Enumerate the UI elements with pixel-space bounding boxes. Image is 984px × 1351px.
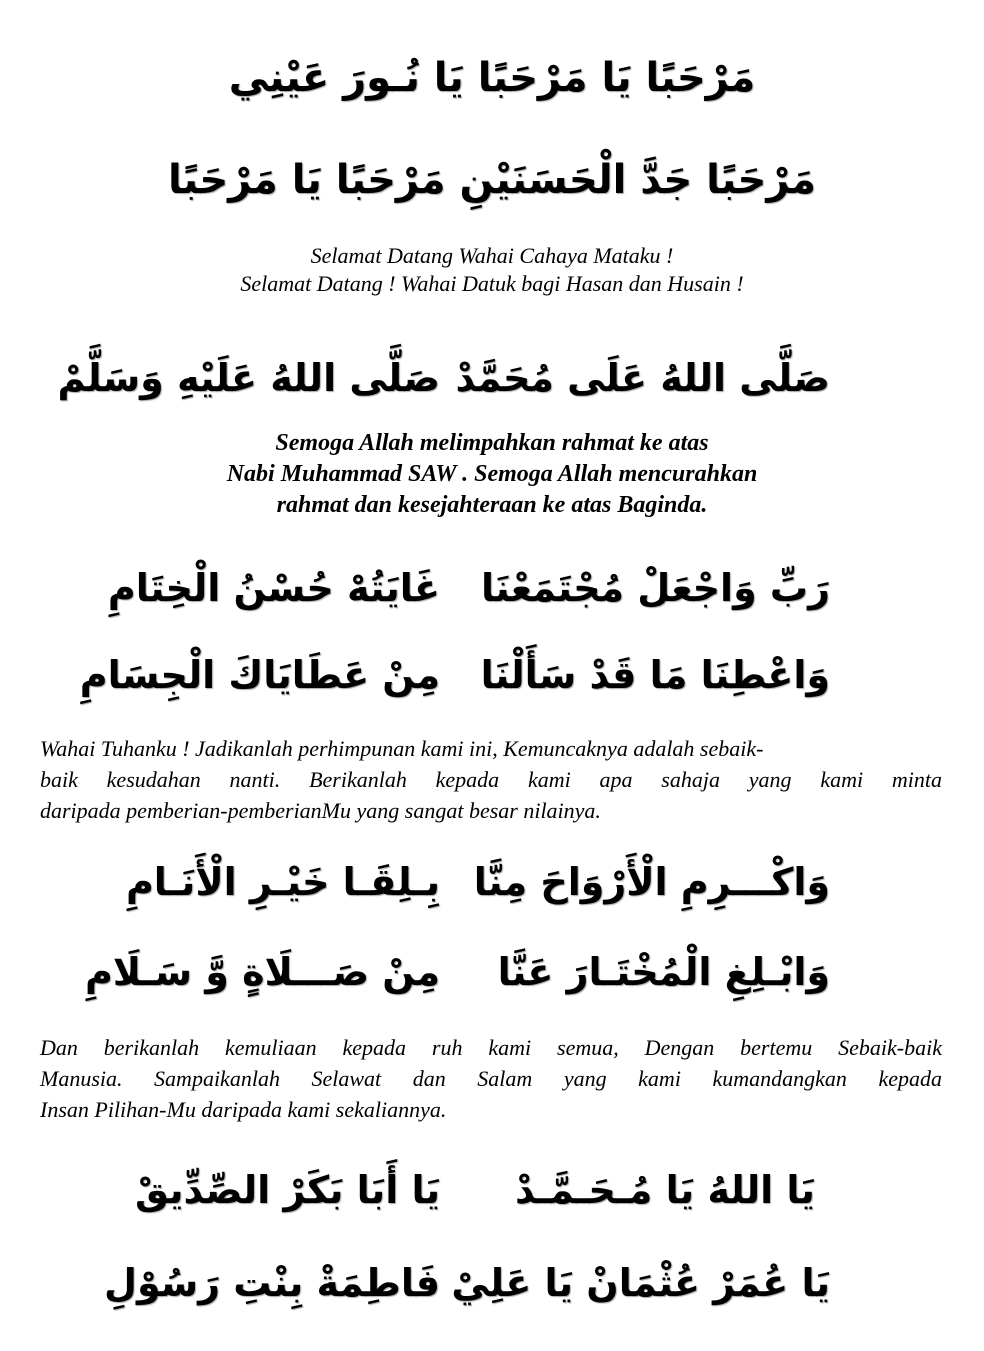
stanza1-translation-line-2: baik kesudahan nanti. Berikanlah kepada kami apa sahaja yang kami minta bbox=[40, 767, 942, 792]
opening-translation-line-1: Selamat Datang Wahai Cahaya Mataku ! bbox=[310, 243, 674, 268]
stanza2-couplet-1 bbox=[0, 847, 984, 917]
salawat-translation bbox=[0, 428, 984, 521]
stanza1-couplet-1-right: رَبِّ وَاجْعَلْ مُجْتَمَعْنَا bbox=[480, 566, 830, 610]
stanza3-couplet-1-left: يَا أَبَا بَكَرْ الصِّدِّيقْ bbox=[134, 1168, 440, 1212]
stanza1-translation-line-3: daripada pemberian-pemberianMu yang sangat besar nilainya. bbox=[40, 798, 601, 823]
stanza1-translation-line-1: Wahai Tuhanku ! Jadikanlah perhimpunan kami ini, Kemuncaknya adalah sebaik- bbox=[40, 736, 764, 761]
stanza2-translation bbox=[40, 1032, 942, 1125]
stanza3-couplet-2-left: فَاطِمَةْ بِنْتِ رَسُوْلِ bbox=[104, 1261, 440, 1305]
stanza1-couplet-1 bbox=[0, 553, 984, 623]
stanza2-couplet-1-right: وَاكْـــرِمِ الْأَرْوَاحَ مِنَّا bbox=[473, 860, 830, 904]
stanza1-couplet-2-right: وَاعْطِنَا مَا قَدْ سَأَلْنَا bbox=[480, 653, 830, 697]
stanza2-couplet-1-left: بِـلِقَـا خَيْـرِ الْأَنَـامِ bbox=[125, 860, 440, 904]
stanza2-translation-line-2: Manusia. Sampaikanlah Selawat dan Salam yang kami kumandangkan kepada bbox=[40, 1066, 942, 1091]
stanza2-couplet-2 bbox=[0, 937, 984, 1007]
stanza3-couplet-1 bbox=[0, 1155, 984, 1225]
stanza2-couplet-2-left: مِنْ صَـــلَاةٍ وَّ سَـلَامِ bbox=[84, 950, 440, 994]
stanza3-couplet-2 bbox=[0, 1248, 984, 1318]
stanza1-couplet-2-left: مِنْ عَطَايَاكَ الْجِسَامِ bbox=[79, 653, 440, 697]
stanza2-translation-line-1: Dan berikanlah kemuliaan kepada ruh kami semua, Dengan bertemu Sebaik-baik bbox=[40, 1035, 942, 1060]
salawat-left-verse: صَلَّى اللهُ عَلَيْهِ وَسَلَّمْ bbox=[57, 356, 440, 400]
opening-arabic-line-2: مَرْحَبًا جَدَّ الْحَسَنَيْنِ مَرْحَبًا يَا مَرْحَبًا bbox=[168, 157, 816, 203]
salawat-translation-line-3: rahmat dan kesejahteraan ke atas Baginda. bbox=[276, 492, 708, 518]
salawat-right-verse: صَلَّى اللهُ عَلَى مُحَمَّدْ bbox=[455, 356, 830, 400]
stanza1-couplet-2 bbox=[0, 640, 984, 710]
salawat-translation-line-2: Nabi Muhammad SAW . Semoga Allah mencurahkan bbox=[226, 461, 758, 487]
stanza2-couplet-2-right: وَابْـلِغِ الْمُخْتَـارَ عَنَّا bbox=[497, 950, 830, 994]
opening-translation-line-2: Selamat Datang ! Wahai Datuk bagi Hasan dan Husain ! bbox=[240, 271, 744, 296]
stanza1-translation bbox=[40, 733, 942, 826]
stanza3-couplet-1-right: يَا اللهُ يَا مُـحَـمَّـدْ bbox=[515, 1168, 815, 1212]
salawat-couplet bbox=[0, 343, 984, 413]
salawat-translation-line-1: Semoga Allah melimpahkan rahmat ke atas bbox=[275, 430, 709, 456]
opening-arabic-line-1: مَرْحَبًا يَا مَرْحَبًا يَا نُـورَ عَيْنِي bbox=[228, 55, 756, 101]
stanza2-translation-line-3: Insan Pilihan-Mu daripada kami sekaliannya. bbox=[40, 1097, 447, 1122]
stanza3-couplet-2-right: يَا عُمَرْ عُثْمَانْ يَا عَلِيْ bbox=[451, 1261, 830, 1305]
opening-translation bbox=[0, 242, 984, 298]
stanza1-couplet-1-left: غَايَتُهْ حُسْنُ الْخِتَامِ bbox=[107, 566, 440, 610]
